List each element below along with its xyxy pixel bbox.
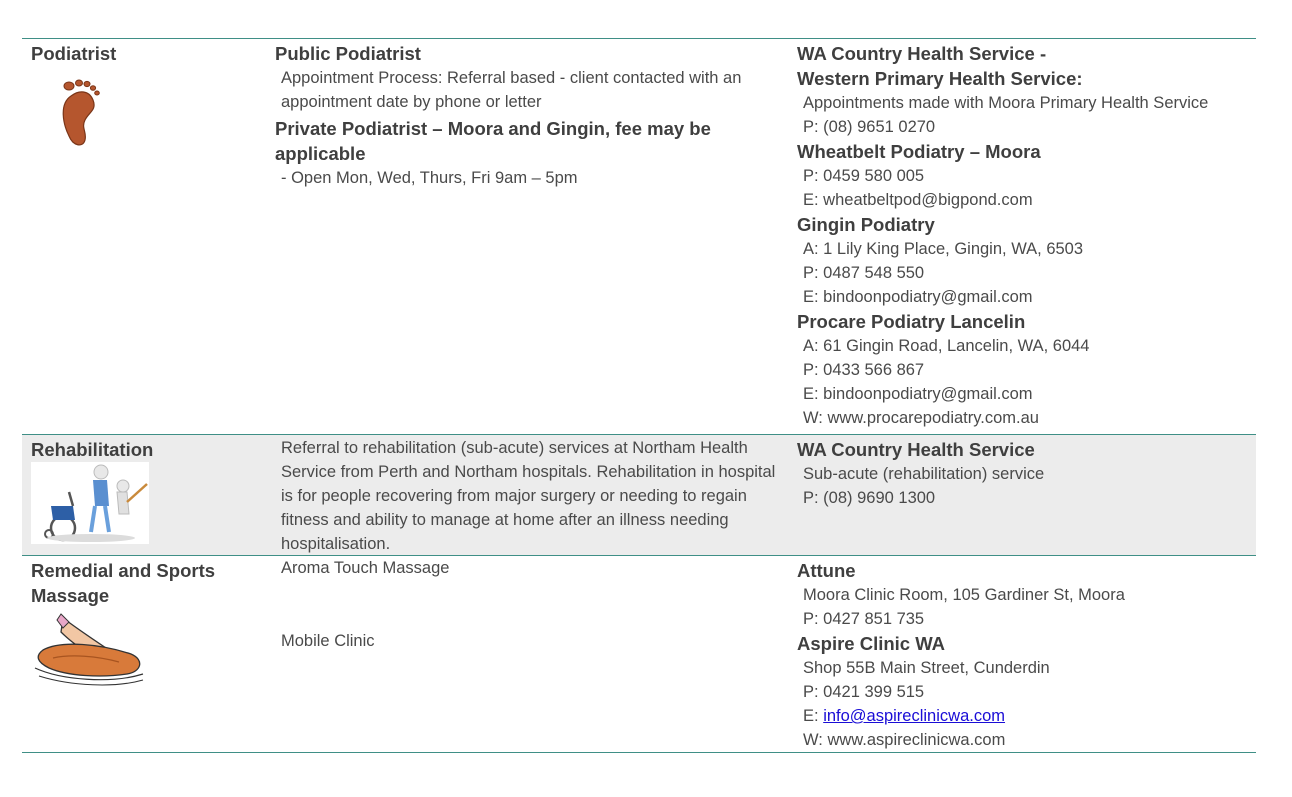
contact-line: E: bindoonpodiatry@gmail.com [803, 385, 1033, 403]
private-podiatrist-heading: Private Podiatrist – Moora and Gingin, fee may be applicable [275, 118, 711, 164]
contacts-cell [797, 435, 1262, 510]
contact-line: E: wheatbeltpod@bigpond.com [803, 191, 1033, 209]
contacts-cell [797, 39, 1262, 430]
description-cell [275, 435, 785, 556]
foot-icon [49, 74, 129, 154]
contact-line: Sub-acute (rehabilitation) service [803, 465, 1045, 483]
contact-name: Wheatbelt Podiatry – Moora [797, 141, 1041, 162]
contacts-cell [797, 556, 1262, 752]
category-label: Remedial and Sports Massage [31, 560, 216, 606]
contact-line: P: 0433 566 867 [803, 361, 925, 379]
mobile-clinic-text: Mobile Clinic [281, 632, 375, 650]
contact-line: P: 0487 548 550 [803, 264, 925, 282]
contact-name: WA Country Health Service - [797, 43, 1047, 64]
massage-icon [31, 610, 149, 690]
aroma-touch-text: Aroma Touch Massage [281, 559, 450, 577]
category-cell [31, 39, 266, 154]
category-cell [31, 435, 266, 544]
private-podiatrist-hours: - Open Mon, Wed, Thurs, Fri 9am – 5pm [281, 169, 578, 187]
contact-name: Attune [797, 560, 856, 581]
email-prefix: E: [803, 707, 824, 725]
contact-line: P: 0421 399 515 [803, 683, 925, 701]
contact-line: A: 61 Gingin Road, Lancelin, WA, 6044 [803, 337, 1090, 355]
description-cell [275, 556, 785, 653]
category-label: Rehabilitation [31, 439, 154, 460]
category-cell [31, 556, 266, 690]
table-row-massage [22, 555, 1256, 753]
contact-line: P: (08) 9690 1300 [803, 489, 936, 507]
contact-line: P: 0459 580 005 [803, 167, 925, 185]
contact-line: P: (08) 9651 0270 [803, 118, 936, 136]
contact-name: Aspire Clinic WA [797, 633, 946, 654]
contact-line: P: 0427 851 735 [803, 610, 925, 628]
contact-line: Moora Clinic Room, 105 Gardiner St, Moora [803, 586, 1125, 604]
contact-line: Shop 55B Main Street, Cunderdin [803, 659, 1050, 677]
contact-line: A: 1 Lily King Place, Gingin, WA, 6503 [803, 240, 1084, 258]
table-row-rehabilitation [22, 434, 1256, 555]
table-row-podiatrist [22, 38, 1256, 434]
contact-name: Procare Podiatry Lancelin [797, 311, 1026, 332]
contact-email-line [797, 704, 1262, 728]
services-table [22, 38, 1256, 753]
public-podiatrist-heading: Public Podiatrist [275, 43, 421, 64]
contact-name: WA Country Health Service [797, 439, 1035, 460]
contact-line: W: www.aspireclinicwa.com [803, 731, 1006, 749]
rehabilitation-text: Referral to rehabilitation (sub-acute) services at Northam Health Service from Perth and Northam hospitals. Rehabilitation in hospital is for people recovering from major surgery or needing to regain fitness and ability to manage at home after an illness needing hospitalisation. [281, 439, 776, 553]
contact-line: Appointments made with Moora Primary Health Service [803, 94, 1209, 112]
contact-name: Gingin Podiatry [797, 214, 935, 235]
public-podiatrist-text: Appointment Process: Referral based - client contacted with an appointment date by phone or letter [281, 69, 742, 111]
wheelchair-rehab-icon [31, 462, 149, 544]
category-label: Podiatrist [31, 43, 117, 64]
contact-name: Western Primary Health Service: [797, 68, 1083, 89]
description-cell [275, 39, 785, 190]
contact-line: W: www.procarepodiatry.com.au [803, 409, 1039, 427]
email-link[interactable]: info@aspireclinicwa.com [823, 707, 1006, 725]
contact-line: E: bindoonpodiatry@gmail.com [803, 288, 1033, 306]
